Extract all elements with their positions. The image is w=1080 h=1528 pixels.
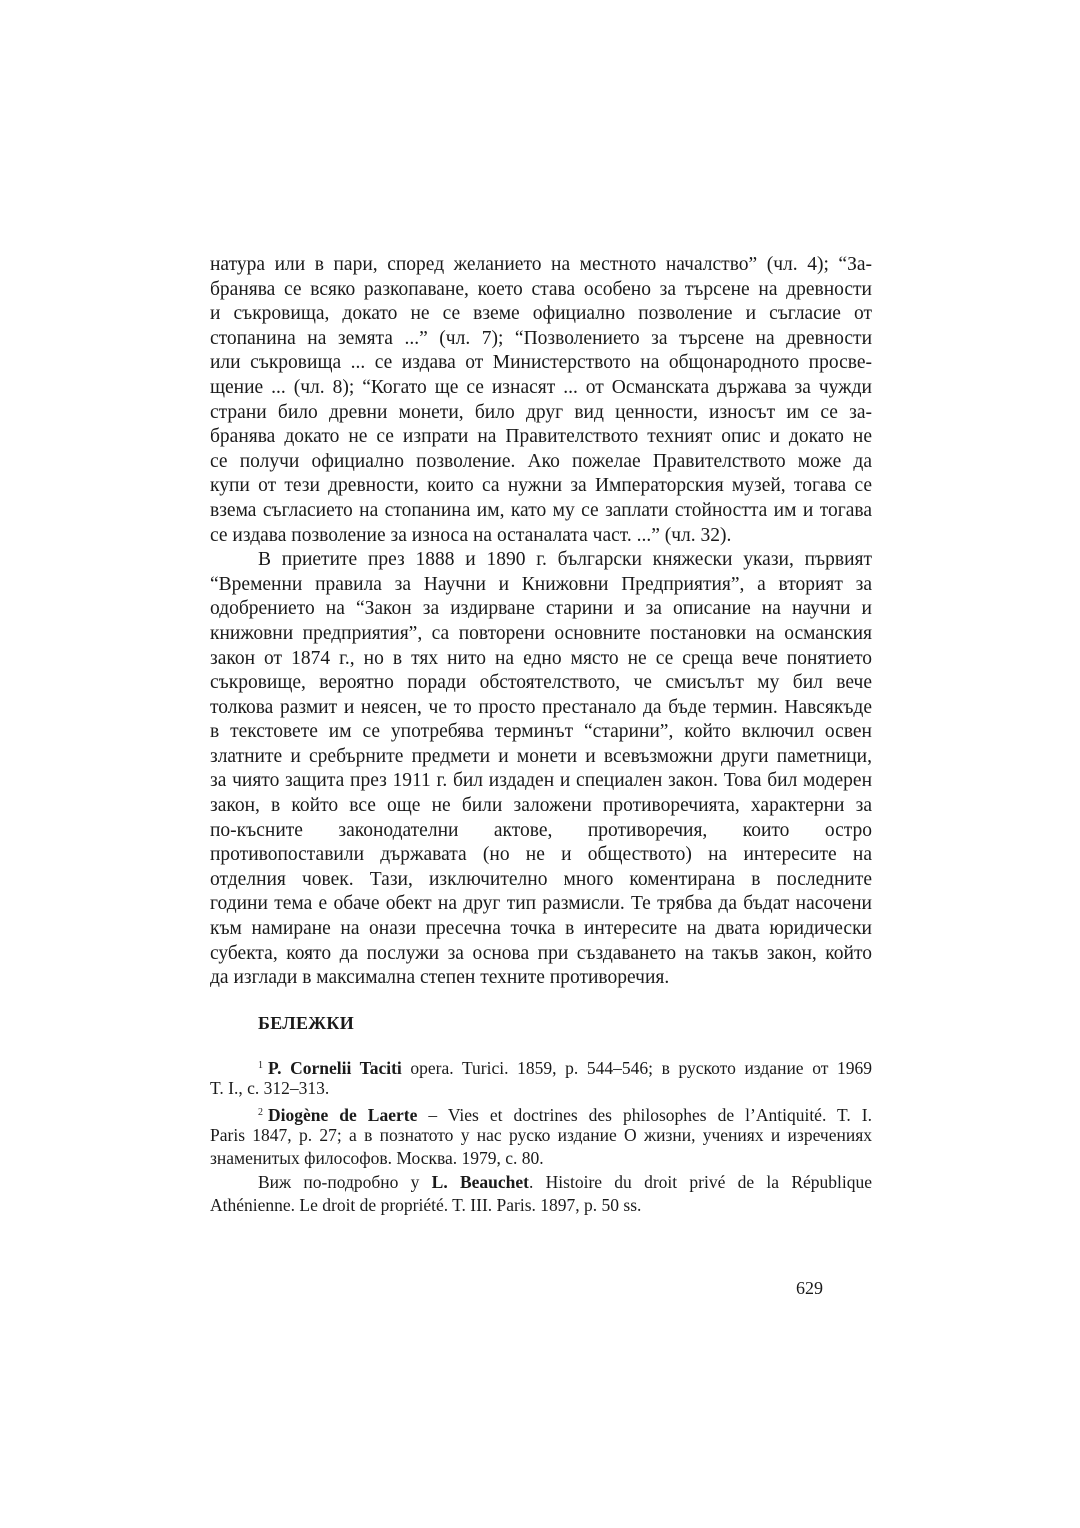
paragraph-2-line: в текстовете им се употребява терминът “старини”, който включил освен bbox=[210, 721, 872, 743]
note-2 bbox=[210, 1101, 872, 1171]
paragraph-2-line: книжовни предприятия”, са повторени основните постановки на османския bbox=[210, 622, 872, 644]
paragraph-2-line: толкова размит и неясен, че то просто престанало да бъде термин. Навсякъде bbox=[210, 696, 872, 718]
notes-heading: БЕЛЕЖКИ bbox=[258, 1012, 355, 1033]
paragraph-2-line: да изглади в максимална степен техните противоречия. bbox=[210, 967, 670, 989]
paragraph-2-line: субекта, която да послужи за основа при създаването на такъв закон, който bbox=[210, 942, 872, 964]
note-line bbox=[210, 1101, 872, 1124]
notes-list bbox=[210, 1054, 872, 1218]
note-line: Paris 1847, p. 27; а в познатото у нас руско издание О жизни, учениях и изречениях bbox=[210, 1124, 872, 1145]
paragraph-1-line: се получи официално позволение. Ако пожелае Правителството може да bbox=[210, 450, 872, 472]
paragraph-2-line: закон от 1874 г., но в тях нито на едно място не се среща вече понятието bbox=[210, 647, 872, 669]
paragraph-1 bbox=[210, 253, 872, 548]
note-line: Athénienne. Le droit de propriété. T. III. Paris. 1897, p. 50 ss. bbox=[210, 1195, 642, 1216]
paragraph-2-line: противопоставили държавата (но не и обществото) на интересите на bbox=[210, 844, 872, 866]
paragraph-2-line: по-късните законодателни актове, противоречия, които остро bbox=[210, 819, 872, 841]
note-text: . Histoire du droit privé de la République bbox=[529, 1171, 872, 1192]
paragraph-2-line: одобрението на “Закон за издирване старини и за описание на научни и bbox=[210, 598, 872, 620]
paragraph-1-line: се издава позволение за износа на останалата част. ...” (чл. 32). bbox=[210, 524, 732, 546]
paragraph-1-line: бранява докато не се изпрати на Правителството техният опис и докато не bbox=[210, 426, 872, 448]
paragraph-2-line: за чиято защита през 1911 г. бил издаден и специален закон. Това бил модерен bbox=[210, 770, 872, 792]
note-line: T. I., с. 312–313. bbox=[210, 1078, 330, 1099]
paragraph-2 bbox=[210, 548, 872, 991]
paragraph-2-line: към намиране на онази пресечна точка в интересите на двата юридически bbox=[210, 918, 872, 940]
page-text-block bbox=[210, 253, 872, 1218]
paragraph-1-line: страни било древни монети, било друг вид ценности, износът им се за- bbox=[210, 401, 872, 423]
paragraph-2-line: златните и сребърните предмети и монети и всевъзможни други паметници, bbox=[210, 745, 872, 767]
footnote-number: 1 bbox=[258, 1059, 263, 1071]
note-line: знаменитых философов. Москва. 1979, с. 80. bbox=[210, 1148, 544, 1169]
paragraph-2-line: “Временни правила за Научни и Книжовни Предприятия”, а вторият за bbox=[210, 573, 872, 595]
page-number: 629 bbox=[796, 1278, 823, 1298]
paragraph-1-line: купи от тези древности, които са нужни за Императорския музей, тогава се bbox=[210, 475, 872, 497]
paragraph-1-line: бранява се всяко разкопаване, което става особено за търсене на древности bbox=[210, 278, 872, 300]
note-author: P. Cornelii Taciti bbox=[268, 1057, 402, 1078]
paragraph-1-line: и съкровища, докато не се вземе официално позволение и съгласие от bbox=[210, 303, 872, 325]
paragraph-1-line: взема съгласието на стопанина им, като му се заплати стойността им и тогава bbox=[210, 499, 872, 521]
paragraph-2-line: съкровище, вероятно поради обстоятелството, че смисълът му бил вече bbox=[210, 672, 872, 694]
note-1 bbox=[210, 1054, 872, 1101]
note-3 bbox=[210, 1171, 872, 1218]
paragraph-2-line: В приетите през 1888 и 1890 г. български княжески укази, първият bbox=[258, 549, 872, 571]
footnote-number: 2 bbox=[258, 1106, 263, 1118]
paragraph-1-line: щение ... (чл. 8); “Когато ще се изнасят ... от Османската държава за чужди bbox=[210, 376, 872, 398]
note-author: Diogène de Laerte bbox=[268, 1104, 418, 1125]
paragraph-2-line: отделния човек. Тази, изключително много коментирана в последните bbox=[210, 868, 872, 890]
paragraph-1-line: натура или в пари, според желанието на местното началство” (чл. 4); “За- bbox=[210, 254, 872, 275]
note-prefix: Виж по-подробно у bbox=[258, 1171, 432, 1192]
note-line bbox=[210, 1054, 872, 1077]
paragraph-1-line: или съкровища ... се издава от Министерството на общонародното просве- bbox=[210, 352, 872, 374]
note-text: opera. Turici. 1859, p. 544–546; в руското издание от 1969 bbox=[401, 1057, 872, 1078]
paragraph-1-line: стопанина на земята ...” (чл. 7); “Позволението за търсене на древности bbox=[210, 327, 872, 349]
paragraph-2-line: години тема е обаче обект на друг тип размисли. Те трябва да бъдат насочени bbox=[210, 893, 872, 915]
note-author: L. Beauchet bbox=[431, 1171, 530, 1192]
paragraph-2-line: закон, в който все още не били заложени противоречията, характерни за bbox=[210, 795, 872, 817]
note-text: – Vies et doctrines des philosophes de l’Antiquité. T. I. bbox=[417, 1104, 873, 1125]
note-line bbox=[210, 1171, 872, 1194]
